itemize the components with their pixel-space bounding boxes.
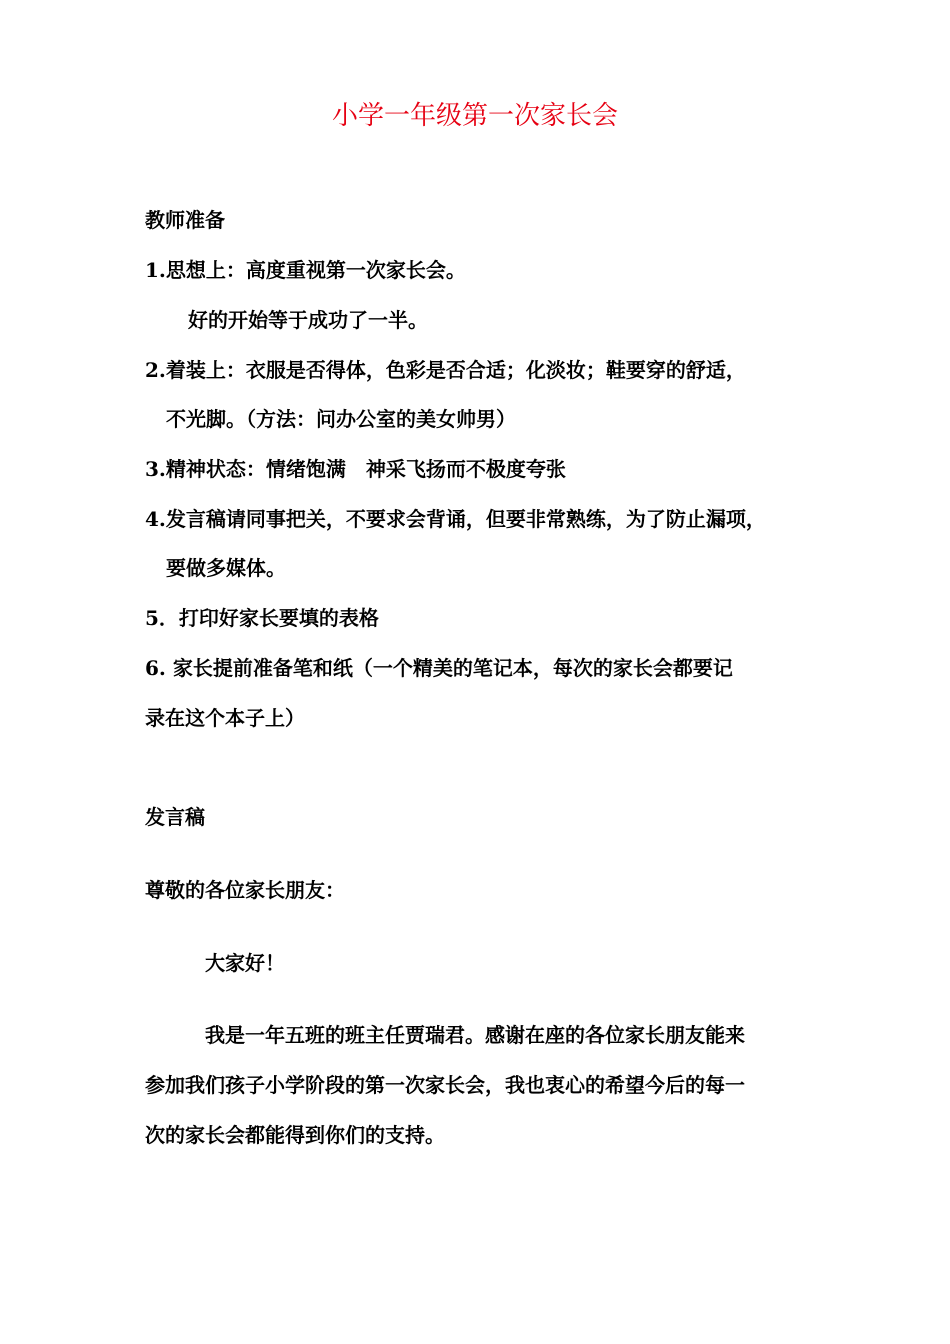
list-item-continuation: 录在这个本子上）: [145, 706, 305, 730]
list-item: 1.思想上：高度重视第一次家长会。: [145, 258, 466, 282]
list-item-continuation: 好的开始等于成功了一半。: [188, 308, 428, 332]
paragraph-line: 参加我们孩子小学阶段的第一次家长会，我也衷心的希望今后的每一: [145, 1073, 745, 1097]
paragraph-line: 次的家长会都能得到你们的支持。: [145, 1123, 445, 1147]
list-item-continuation: 要做多媒体。: [166, 556, 286, 580]
list-item: 2.着装上：衣服是否得体，色彩是否合适；化淡妆；鞋要穿的舒适，: [145, 358, 746, 382]
list-item: 3.精神状态：情绪饱满 神采飞扬而不极度夸张: [145, 457, 566, 481]
paragraph-line: 我是一年五班的班主任贾瑞君。感谢在座的各位家长朋友能来: [205, 1023, 745, 1047]
greeting: 大家好！: [205, 951, 285, 975]
list-item: 5．打印好家长要填的表格: [145, 606, 379, 630]
document-title: 小学一年级第一次家长会: [331, 101, 618, 131]
salutation: 尊敬的各位家长朋友：: [145, 878, 345, 902]
list-item: 4.发言稿请同事把关，不要求会背诵，但要非常熟练，为了防止漏项，: [145, 507, 766, 531]
section-heading-teacher-prep: 教师准备: [145, 208, 225, 232]
section-heading-speech: 发言稿: [145, 805, 205, 829]
list-item: 6. 家长提前准备笔和纸（一个精美的笔记本，每次的家长会都要记: [145, 656, 733, 680]
list-item-continuation: 不光脚。（方法：问办公室的美女帅男）: [166, 407, 516, 431]
